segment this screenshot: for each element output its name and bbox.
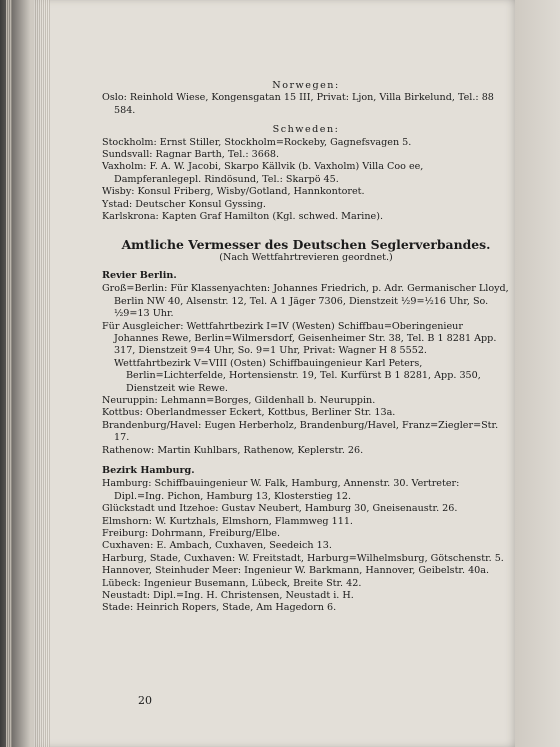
entry-rathenow: Rathenow: Martin Kuhlbars, Rathenow, Keplerstr. 26. (102, 444, 364, 456)
norway-heading: Norwegen: (272, 80, 340, 91)
entry-gross-berlin: Groß=Berlin: Für Klassenyachten: Johannes Friedrich, p. Adr. Germanischer Lloyd, Berlin NW 40, Alsenstr. 12, Tel. A 1 Jäger 7306, Dienstzeit ½9=½16 Uhr, So. ½9=13 Uhr. (102, 283, 509, 320)
entry-wisby: Wisby: Konsul Friberg, Wisby/Gotland, Hannkontoret. (102, 186, 365, 198)
entry-freiburg: Freiburg: Dohrmann, Freiburg/Elbe. (102, 528, 281, 539)
hamburg-heading: Bezirk Hamburg. (102, 464, 195, 476)
page-number: 20 (138, 694, 152, 707)
entry-elmshorn: Elmshorn: W. Kurtzhals, Elmshorn, Flammweg 111. (102, 515, 353, 527)
entry-wettfahrtbezirk-osten: Wettfahrtbezirk V=VIII (Osten) Schiffbauingenieur Karl Peters, Berlin=Lichterfelde, Hortensienstr. 19, Tel. Kurfürst B 1 8281, App. 350, Dienstzeit wie Rewe. (114, 357, 481, 394)
entry-harburg: Harburg, Stade, Cuxhaven: W. Freitstadt, Harburg=Wilhelmsburg, Götschenstr. 5. (102, 552, 504, 564)
entry-vaxholm: Vaxholm: F. A. W. Jacobi, Skarpo Källvik (b. Vaxholm) Villa Coo ee, Dampferanlegepl. Rindösund, Tel.: Skarpö 45. (102, 161, 424, 185)
entry-luebeck: Lübeck: Ingenieur Busemann, Lübeck, Breite Str. 42. (102, 577, 362, 589)
entry-ausgleicher: Für Ausgleicher: Wettfahrtbezirk I=IV (Westen) Schiffbau=Oberingenieur Johannes Rewe, Berlin=Wilmersdorf, Geisenheimer Str. 38, Tel. B 1 8281 App. 317, Dienstzeit 9=4 Uhr, So. 9=1 Uhr, Privat: Wagner H 8 5552. (102, 320, 497, 357)
entry-neuruppin: Neuruppin: Lehmann=Borges, Gildenhall b. Neuruppin. (102, 394, 376, 406)
entry-glueckstadt: Glückstadt und Itzehoe: Gustav Neubert, Hamburg 30, Gneisenaustr. 26. (102, 503, 458, 515)
entry-brandenburg: Brandenburg/Havel: Eugen Herberholz, Brandenburg/Havel, Franz=Ziegler=Str. 17. (102, 419, 499, 444)
entry-ystad: Ystad: Deutscher Konsul Gyssing. (102, 198, 266, 210)
page-content (102, 80, 510, 615)
sweden-heading: Schweden: (272, 124, 340, 136)
entry-hamburg: Hamburg: Schiffbauingenieur W. Falk, Hamburg, Annenstr. 30. Vertreter: Dipl.=Ing. Pichon, Hamburg 13, Klosterstieg 12. (102, 478, 460, 502)
entry-hannover: Hannover, Steinhuder Meer: Ingenieur W. Barkmann, Hannover, Geibelstr. 40a. (102, 565, 490, 577)
berlin-heading: Revier Berlin. (102, 269, 177, 281)
entry-karlskrona: Karlskrona: Kapten Graf Hamilton (Kgl. schwed. Marine). (102, 211, 384, 223)
book-edge-left (0, 0, 34, 747)
section-title: Amtliche Vermesser des Deutschen Seglerverbandes. (121, 237, 491, 253)
entry-cuxhaven: Cuxhaven: E. Ambach, Cuxhaven, Seedeich 13. (102, 540, 332, 552)
entry-stade: Stade: Heinrich Ropers, Stade, Am Hagedorn 6. (102, 602, 337, 614)
entry-sundsvall: Sundsvall: Ragnar Barth, Tel.: 3668. (102, 149, 280, 161)
section-subtitle: (Nach Wettfahrtrevieren geordnet.) (219, 252, 393, 264)
entry-oslo: Oslo: Reinhold Wiese, Kongensgatan 15 III, Privat: Ljon, Villa Birkelund, Tel.: 88 584. (102, 92, 494, 116)
entry-stockholm: Stockholm: Ernst Stiller, Stockholm=Rockeby, Gagnefsvagen 5. (102, 136, 412, 148)
entry-neustadt: Neustadt: Dipl.=Ing. H. Christensen, Neustadt i. H. (102, 590, 354, 602)
entry-kottbus: Kottbus: Oberlandmesser Eckert, Kottbus, Berliner Str. 13a. (102, 407, 396, 419)
facing-page-edge (515, 0, 560, 747)
